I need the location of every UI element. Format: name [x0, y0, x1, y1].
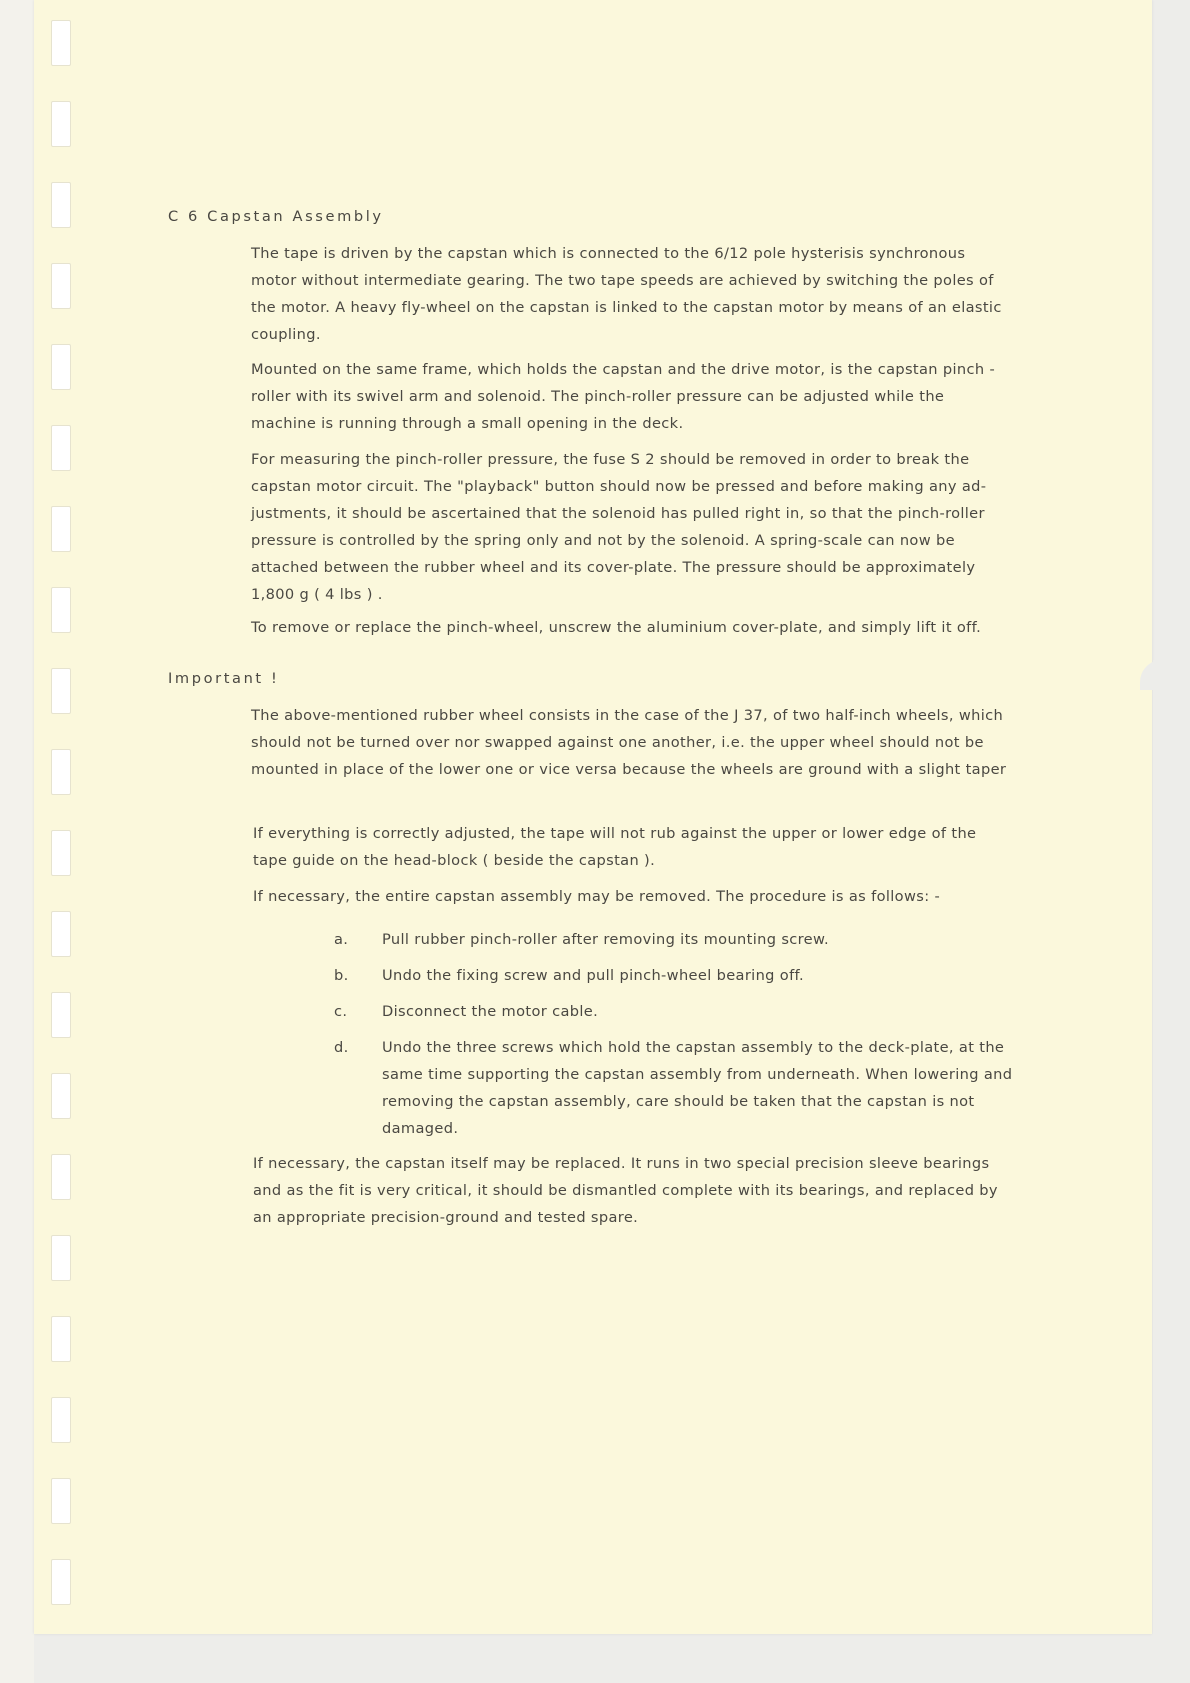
list-item — [334, 962, 1014, 989]
paragraph-adjustment-check: If everything is correctly adjusted, the tape will not rub against the upper or lower edge of the tape guide on the head-block ( beside the capstan ). — [253, 825, 977, 869]
list-item — [334, 998, 1014, 1025]
paragraph-remove-pinch-wheel: To remove or replace the pinch-wheel, unscrew the aluminium cover-plate, and simply lift it off. — [251, 619, 982, 636]
paragraph-capstan-drive: The tape is driven by the capstan which is connected to the 6/12 pole hysterisis synchronous motor without intermediate gearing. The two tape speeds are achieved by switching the poles of the motor. A heavy fly-wheel on the capstan is linked to the capstan motor by means of an elastic coupling. — [251, 245, 1002, 343]
paragraph-procedure-intro: If necessary, the entire capstan assembly may be removed. The procedure is as follows: - — [253, 888, 941, 905]
list-marker: c. — [334, 1003, 348, 1020]
section-heading: C 6 Capstan Assembly — [168, 208, 384, 225]
list-item-text: Undo the three screws which hold the capstan assembly to the deck-plate, at the same time supporting the capstan assembly from underneath. When lowering and removing the capstan assembly, care should be taken that the capstan is not damaged. — [382, 1039, 1013, 1137]
procedure-list — [334, 926, 1014, 1151]
list-item-text: Undo the fixing screw and pull pinch-wheel bearing off. — [382, 967, 804, 984]
paragraph-pinch-roller: Mounted on the same frame, which holds the capstan and the drive motor, is the capstan pinch - roller with its swivel arm and solenoid. The pinch-roller pressure can be adjusted while the machine is running through a small opening in the deck. — [251, 361, 996, 432]
list-item — [334, 926, 1014, 953]
paragraph-rubber-wheel: The above-mentioned rubber wheel consists in the case of the J 37, of two half-inch wheels, which should not be turned over nor swapped against one another, i.e. the upper wheel should not be mounted in place of the lower one or vice versa because the wheels are ground with a slight taper — [251, 707, 1007, 778]
list-item — [334, 1034, 1014, 1142]
list-item-text: Disconnect the motor cable. — [382, 1003, 599, 1020]
list-marker: b. — [334, 967, 349, 984]
list-marker: d. — [334, 1039, 349, 1056]
list-item-text: Pull rubber pinch-roller after removing its mounting screw. — [382, 931, 829, 948]
list-marker: a. — [334, 931, 349, 948]
paragraph-capstan-replacement: If necessary, the capstan itself may be replaced. It runs in two special precision sleeve bearings and as the fit is very critical, it should be dismantled complete with its bearings, and replaced by an appropriate precision-ground and tested spare. — [253, 1155, 998, 1226]
important-heading: Important ! — [168, 670, 280, 687]
paragraph-pressure-measurement: For measuring the pinch-roller pressure, the fuse S 2 should be removed in order to break the capstan motor circuit. The "playback" button should now be pressed and before making any ad- justments, it should be ascertained that the solenoid has pulled right in, so that the pinch-roller pressure is controlled by the spring only and not by the solenoid. A spring-scale can now be attached between the rubber wheel and its cover-plate. The pressure should be approximately 1,800 g ( 4 lbs ) . — [251, 451, 987, 603]
